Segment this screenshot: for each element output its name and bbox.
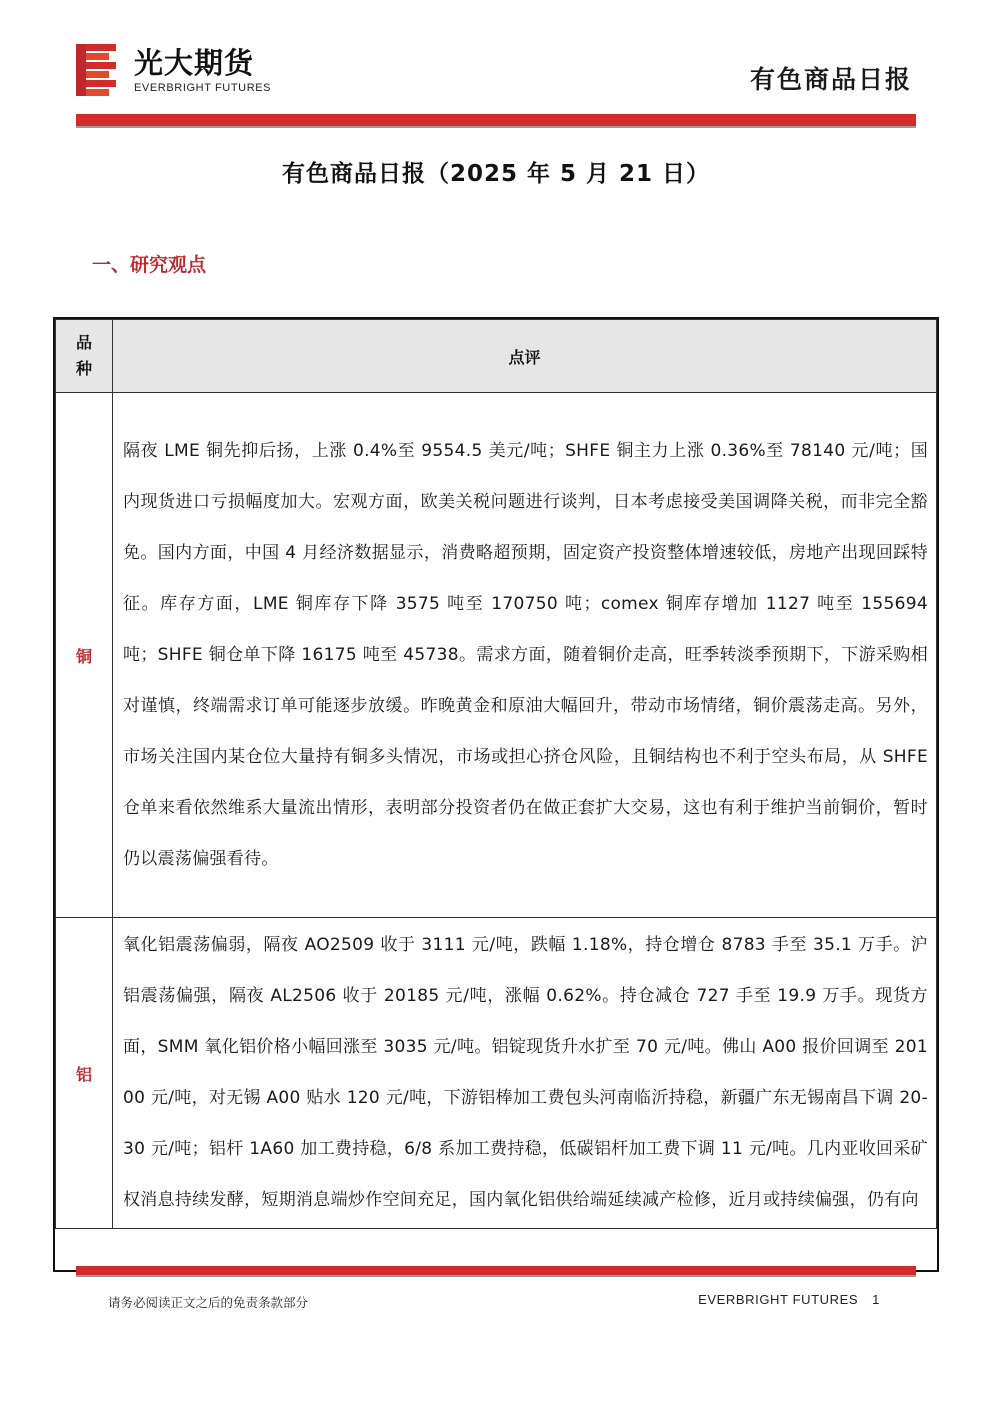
footer-company: EVERBRIGHT FUTURES: [698, 1292, 859, 1307]
variety-column-header: [56, 320, 113, 393]
comment-column-header: 点评: [113, 320, 937, 393]
section-heading: 一、研究观点: [92, 254, 207, 276]
logo-chinese-name: 光大期货: [134, 46, 255, 80]
table-row-aluminum: [56, 918, 937, 1229]
variety-cell-aluminum: 铝: [56, 918, 113, 1229]
footer-divider-shadow: [76, 1275, 916, 1277]
comment-cell-copper: 隔夜 LME 铜先抑后扬，上涨 0.4%至 9554.5 美元/吨；SHFE 铜主力上涨 0.36%至 78140 元/吨；国内现货进口亏损幅度加大。宏观方面，欧美关税问题进行谈判，日本考虑接受美国调降关税，而非完全豁免。国内方面，中国 4 月经济数据显示，消费略超预期，固定资产投资整体增速较低，房地产出现回踩特征。库存方面，LME 铜库存下降 3575 吨至 170750 吨；comex 铜库存增加 1127 吨至 155694 吨；SHFE 铜仓单下降 16175 吨至 45738。需求方面，随着铜价走高，旺季转淡季预期下，下游采购相对谨慎，终端需求订单可能逐步放缓。昨晚黄金和原油大幅回升，带动市场情绪，铜价震荡走高。另外，市场关注国内某仓位大量持有铜多头情况，市场或担心挤仓风险，且铜结构也不利于空头布局，从 SHFE 仓单来看依然维系大量流出情形，表明部分投资者仍在做正套扩大交易，这也有利于维护当前铜价，暂时仍以震荡偏强看待。: [113, 393, 937, 918]
variety-cell-copper: 铜: [56, 393, 113, 918]
logo-english-name: EVERBRIGHT FUTURES: [134, 82, 272, 94]
variety-header-line1: 品: [75, 333, 92, 352]
footer-company-page: [698, 1292, 880, 1307]
header-divider-shadow: [76, 126, 916, 128]
research-view-table: [53, 317, 939, 1272]
header-divider: [76, 114, 916, 126]
document-title: 有色商品日报（2025 年 5 月 21 日）: [281, 161, 711, 187]
variety-header-line2: 种: [75, 359, 92, 378]
company-logo: [76, 44, 296, 100]
footer-divider: [76, 1266, 916, 1275]
report-name: 有色商品日报: [749, 65, 912, 94]
table-header-row: [56, 320, 937, 393]
table-row-copper: [56, 393, 937, 918]
footer-disclaimer: 请务必阅读正文之后的免责条款部分: [108, 1295, 309, 1310]
everbright-logo-icon: [76, 44, 116, 98]
comment-cell-aluminum: 氧化铝震荡偏弱，隔夜 AO2509 收于 3111 元/吨，跌幅 1.18%，持仓增仓 8783 手至 35.1 万手。沪铝震荡偏强，隔夜 AL2506 收于 20185 元/吨，涨幅 0.62%。持仓减仓 727 手至 19.9 万手。现货方面，SMM 氧化铝价格小幅回涨至 3035 元/吨。铝锭现货升水扩至 70 元/吨。佛山 A00 报价回调至 20100 元/吨，对无锡 A00 贴水 120 元/吨，下游铝棒加工费包头河南临沂持稳，新疆广东无锡南昌下调 20-30 元/吨；铝杆 1A60 加工费持稳，6/8 系加工费持稳，低碳铝杆加工费下调 11 元/吨。几内亚收回采矿权消息持续发酵，短期消息端炒作空间充足，国内氧化铝供给端延续减产检修，近月或持续偏强，仍有向: [113, 918, 937, 1229]
page-number: 1: [872, 1292, 880, 1307]
commodity-table: [55, 319, 937, 1229]
page-header: [0, 0, 992, 130]
